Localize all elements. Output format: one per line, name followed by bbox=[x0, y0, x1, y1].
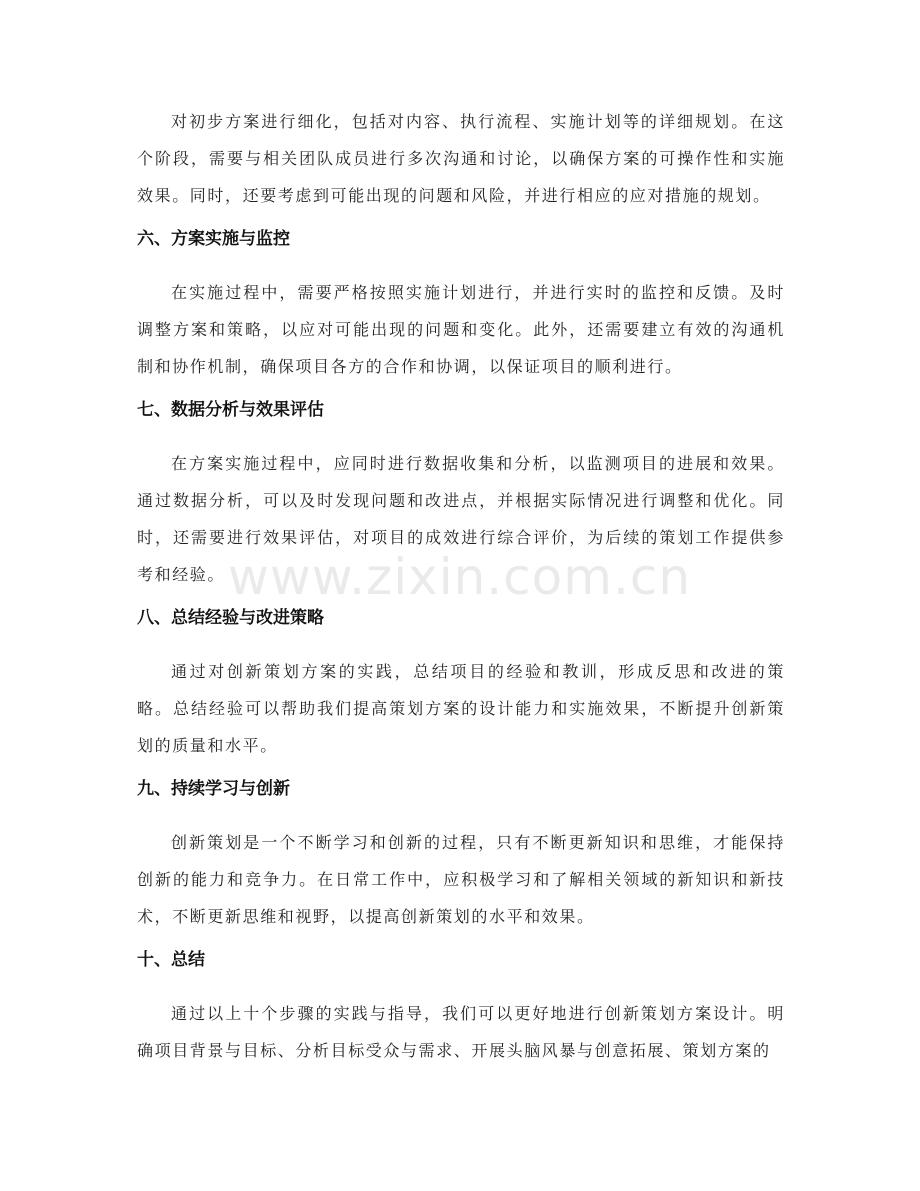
heading-section-7: 七、数据分析与效果评估 bbox=[137, 400, 324, 420]
paragraph-refinement: 对初步方案进行细化，包括对内容、执行流程、实施计划等的详细规划。在这个阶段，需要与相关团队成员进行多次沟通和讨论，以确保方案的可操作性和实施效果。同时，还要考虑到可能出现的问题和风险，并进行相应的应对措施的规划。 bbox=[137, 112, 785, 205]
paragraph-section-6: 在实施过程中，需要严格按照实施计划进行，并进行实时的监控和反馈。及时调整方案和策略，以应对可能出现的问题和变化。此外，还需要建立有效的沟通机制和协作机制，确保项目各方的合作和协调，以保证项目的顺利进行。 bbox=[137, 283, 785, 376]
watermark: www.zixin.com.cn bbox=[228, 548, 692, 606]
heading-section-8: 八、总结经验与改进策略 bbox=[137, 608, 324, 628]
heading-section-9: 九、持续学习与创新 bbox=[137, 779, 290, 799]
paragraph-section-7: 在方案实施过程中，应同时进行数据收集和分析，以监测项目的进展和效果。通过数据分析，可以及时发现问题和改进点，并根据实际情况进行调整和优化。同时，还需要进行效果评估，对项目的成效进行综合评价，为后续的策划工作提供参考和经验。 bbox=[137, 454, 785, 584]
document-body bbox=[137, 103, 785, 1069]
paragraph-section-9: 创新策划是一个不断学习和创新的过程，只有不断更新知识和思维，才能保持创新的能力和竞争力。在日常工作中，应积极学习和了解相关领域的新知识和新技术，不断更新思维和视野，以提高创新策划的水平和效果。 bbox=[137, 833, 785, 926]
heading-section-10: 十、总结 bbox=[137, 950, 205, 970]
paragraph-section-10: 通过以上十个步骤的实践与指导，我们可以更好地进行创新策划方案设计。明确项目背景与目标、分析目标受众与需求、开展头脑风暴与创意拓展、策划方案的 bbox=[137, 1004, 785, 1060]
heading-section-6: 六、方案实施与监控 bbox=[137, 229, 290, 249]
paragraph-section-8: 通过对创新策划方案的实践，总结项目的经验和教训，形成反思和改进的策略。总结经验可以帮助我们提高策划方案的设计能力和实施效果，不断提升创新策划的质量和水平。 bbox=[137, 662, 785, 755]
